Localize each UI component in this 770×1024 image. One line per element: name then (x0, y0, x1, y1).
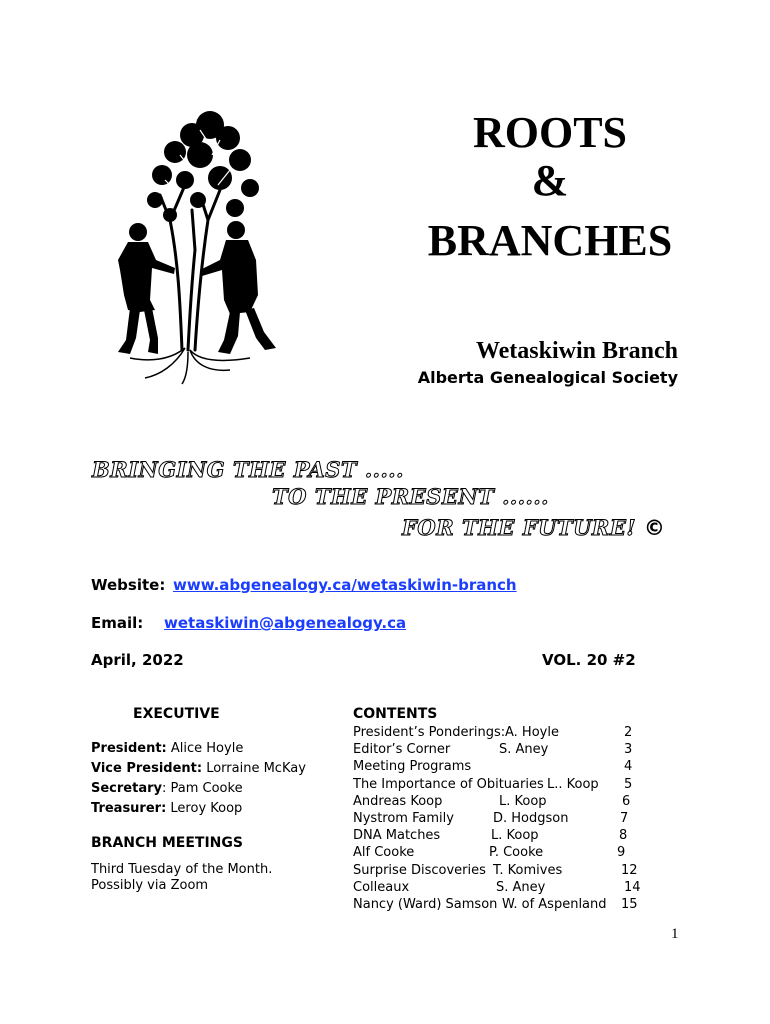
item-title: DNA Matches (353, 828, 441, 844)
title-roots: ROOTS (472, 108, 628, 157)
title-ampersand: & (531, 156, 569, 205)
meetings-heading: BRANCH MEETINGS (91, 835, 243, 851)
member-name: : Pam Cooke (162, 781, 243, 796)
item-title: President’s Ponderings: (353, 725, 506, 740)
item-page: 6 (622, 793, 631, 809)
item-title: Editor’s Corner (353, 742, 451, 758)
item-page: 2 (624, 725, 633, 740)
item-title: Alf Cooke (353, 845, 415, 861)
website-label: Website: (91, 576, 166, 594)
email-link[interactable]: wetaskiwin@abgenealogy.ca (164, 614, 407, 632)
copyright-symbol: © (643, 516, 666, 540)
executive-member (91, 799, 242, 819)
item-title: Surprise Discoveries (353, 862, 486, 878)
executive-member (91, 739, 243, 759)
item-author: T. Komives (493, 862, 563, 878)
item-author: L.. Koop (547, 776, 599, 792)
issue-volume: VOL. 20 #2 (542, 651, 636, 669)
item-title: Nystrom Family (353, 810, 454, 826)
meetings-line-1: Third Tuesday of the Month. (91, 862, 273, 877)
item-title: Colleaux (353, 879, 410, 895)
tree-with-two-figures-icon (100, 100, 280, 385)
motto-line-3 (402, 515, 665, 540)
member-role: Vice President: (91, 761, 203, 776)
item-page: 3 (624, 742, 633, 758)
item-page: 4 (624, 759, 633, 775)
executive-member (91, 779, 243, 799)
email-label: Email: (91, 614, 144, 632)
executive-member (91, 759, 306, 779)
item-page: 7 (620, 810, 629, 826)
item-author: L. Koop (499, 793, 547, 809)
item-author: P. Cooke (489, 845, 544, 861)
item-author: W. of Aspenland (502, 896, 607, 912)
item-page: 15 (621, 896, 638, 912)
item-author: A. Hoyle (505, 725, 559, 740)
page-number: 1 (671, 926, 679, 942)
member-role: President: (91, 741, 167, 756)
title-branches: BRANCHES (427, 216, 673, 265)
website-link[interactable]: www.abgenealogy.ca/wetaskiwin-branch (173, 576, 517, 594)
member-name: Leroy Koop (170, 801, 243, 816)
motto-future: FOR THE FUTURE! (402, 515, 637, 540)
motto-line-2: TO THE PRESENT ...... (272, 484, 549, 509)
item-page: 14 (624, 879, 641, 895)
issue-date: April, 2022 (91, 651, 184, 669)
item-page: 8 (619, 828, 628, 844)
item-author: L. Koop (491, 828, 539, 844)
item-page: 9 (617, 845, 626, 861)
branch-name: Wetaskiwin Branch (475, 338, 678, 364)
member-name: Alice Hoyle (170, 741, 244, 756)
contents-heading: CONTENTS (353, 706, 438, 722)
member-role: Treasurer: (91, 801, 167, 816)
motto-line-1: BRINGING THE PAST ..... (92, 457, 404, 482)
member-name: Lorraine McKay (206, 761, 306, 776)
item-title: Nancy (Ward) Samson (353, 896, 498, 912)
executive-heading: EXECUTIVE (133, 706, 220, 722)
society-name: Alberta Genealogical Society (417, 368, 678, 387)
item-page: 12 (621, 862, 638, 878)
item-author: S. Aney (496, 879, 546, 895)
item-page: 5 (624, 776, 633, 792)
member-role: Secretary (91, 781, 162, 796)
meetings-line-2: Possibly via Zoom (91, 878, 209, 893)
item-title: The Importance of Obituaries (353, 776, 544, 792)
item-author: S. Aney (499, 742, 549, 758)
item-title: Andreas Koop (353, 793, 443, 809)
item-author: D. Hodgson (493, 810, 569, 826)
item-title: Meeting Programs (353, 759, 472, 775)
meetings-text (91, 862, 291, 894)
